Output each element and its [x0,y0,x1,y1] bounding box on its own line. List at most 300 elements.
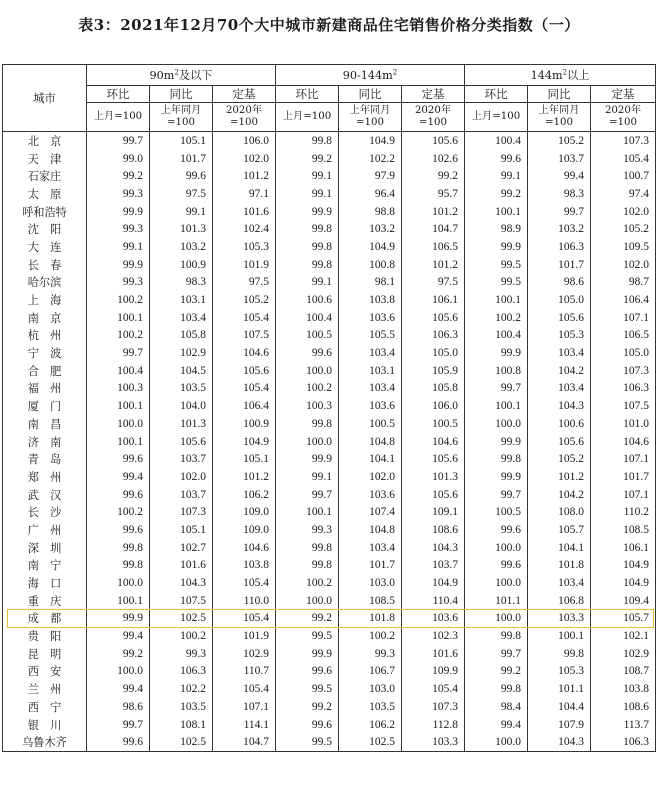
table-row [3,574,656,592]
value-cell: 102.0 [150,468,213,486]
table-row [3,433,656,451]
value-cell: 108.6 [591,698,656,716]
value-cell: 105.6 [402,309,465,327]
value-cell: 107.5 [591,397,656,415]
table-row [3,486,656,504]
value-cell: 102.3 [402,627,465,645]
value-cell: 103.1 [150,291,213,309]
value-cell: 102.0 [591,203,656,221]
value-cell: 100.2 [87,503,150,521]
value-cell: 99.5 [465,274,528,292]
value-cell: 104.1 [528,539,591,557]
value-cell: 100.0 [465,610,528,628]
city-cell: 深 圳 [3,539,87,557]
value-cell: 100.1 [87,592,150,610]
value-cell: 104.9 [339,238,402,256]
city-cell: 南 宁 [3,557,87,575]
value-cell: 100.0 [465,574,528,592]
value-cell: 99.5 [276,733,339,751]
value-cell: 105.2 [591,220,656,238]
value-cell: 99.2 [465,185,528,203]
value-cell: 103.4 [528,380,591,398]
city-cell: 郑 州 [3,468,87,486]
table-row [3,503,656,521]
value-cell: 99.1 [150,203,213,221]
value-cell: 103.2 [528,220,591,238]
value-cell: 103.6 [339,397,402,415]
value-cell: 107.1 [591,309,656,327]
value-cell: 99.4 [87,680,150,698]
value-cell: 102.6 [402,150,465,168]
value-cell: 103.5 [150,698,213,716]
value-cell: 104.9 [402,574,465,592]
city-cell: 沈 阳 [3,220,87,238]
value-cell: 104.9 [591,557,656,575]
city-cell: 上 海 [3,291,87,309]
sub-header-cell: 环比 [276,86,339,103]
value-cell: 101.6 [402,645,465,663]
base-header-cell: 上月=100 [87,103,150,132]
value-cell: 97.4 [591,185,656,203]
value-cell: 103.8 [213,557,276,575]
table-row [3,627,656,645]
table-row [3,680,656,698]
city-cell: 昆 明 [3,645,87,663]
value-cell: 99.7 [276,486,339,504]
sub-header-cell: 环比 [87,86,150,103]
value-cell: 101.2 [402,203,465,221]
value-cell: 106.3 [591,733,656,751]
value-cell: 103.4 [150,309,213,327]
value-cell: 103.7 [402,557,465,575]
value-cell: 99.9 [465,468,528,486]
value-cell: 101.2 [402,256,465,274]
value-cell: 105.4 [402,680,465,698]
value-cell: 105.4 [591,150,656,168]
value-cell: 99.4 [87,468,150,486]
value-cell: 100.4 [465,132,528,150]
value-cell: 99.2 [276,698,339,716]
value-cell: 98.3 [150,274,213,292]
value-cell: 106.3 [528,238,591,256]
value-cell: 99.8 [276,539,339,557]
value-cell: 101.7 [591,468,656,486]
value-cell: 102.5 [150,733,213,751]
value-cell: 108.7 [591,663,656,681]
value-cell: 106.0 [402,397,465,415]
sub-header-cell: 同比 [339,86,402,103]
value-cell: 103.8 [591,680,656,698]
value-cell: 100.4 [465,327,528,345]
value-cell: 105.7 [528,521,591,539]
value-cell: 100.8 [339,256,402,274]
value-cell: 105.0 [528,291,591,309]
table-row [3,291,656,309]
value-cell: 106.3 [591,380,656,398]
value-cell: 99.9 [87,203,150,221]
value-cell: 106.8 [528,592,591,610]
base-header-row [3,103,656,132]
table-row [3,663,656,681]
value-cell: 99.9 [465,433,528,451]
value-cell: 112.8 [402,716,465,734]
value-cell: 101.3 [150,415,213,433]
value-cell: 102.4 [213,220,276,238]
value-cell: 101.6 [150,557,213,575]
value-cell: 99.6 [276,663,339,681]
value-cell: 101.8 [528,557,591,575]
value-cell: 100.3 [276,397,339,415]
value-cell: 100.1 [465,397,528,415]
value-cell: 106.3 [150,663,213,681]
value-cell: 99.5 [276,627,339,645]
table-row [3,610,656,628]
value-cell: 104.6 [213,539,276,557]
value-cell: 103.2 [339,220,402,238]
value-cell: 103.3 [402,733,465,751]
value-cell: 103.6 [339,486,402,504]
value-cell: 104.3 [402,539,465,557]
value-cell: 100.1 [87,397,150,415]
value-cell: 99.6 [87,486,150,504]
value-cell: 103.5 [339,698,402,716]
value-cell: 105.2 [213,291,276,309]
city-cell: 济 南 [3,433,87,451]
table-row [3,698,656,716]
value-cell: 99.8 [276,220,339,238]
value-cell: 104.2 [528,362,591,380]
value-cell: 101.2 [213,468,276,486]
city-cell: 西 安 [3,663,87,681]
value-cell: 99.3 [87,220,150,238]
value-cell: 103.4 [339,344,402,362]
value-cell: 105.3 [213,238,276,256]
value-cell: 99.1 [276,167,339,185]
value-cell: 99.2 [465,663,528,681]
value-cell: 100.1 [465,203,528,221]
value-cell: 99.8 [276,256,339,274]
value-cell: 100.5 [465,503,528,521]
value-cell: 105.6 [213,362,276,380]
value-cell: 99.6 [87,521,150,539]
value-cell: 98.3 [528,185,591,203]
value-cell: 99.8 [87,557,150,575]
value-cell: 100.6 [528,415,591,433]
value-cell: 101.7 [150,150,213,168]
sub-header-row [3,86,656,103]
table-row [3,592,656,610]
value-cell: 99.5 [465,256,528,274]
city-cell: 武 汉 [3,486,87,504]
value-cell: 95.7 [402,185,465,203]
value-cell: 99.9 [276,450,339,468]
value-cell: 98.7 [591,274,656,292]
value-cell: 102.0 [591,256,656,274]
value-cell: 107.5 [150,592,213,610]
value-cell: 99.3 [87,274,150,292]
value-cell: 110.2 [591,503,656,521]
value-cell: 105.8 [402,380,465,398]
city-cell: 厦 门 [3,397,87,415]
value-cell: 109.1 [402,503,465,521]
city-column-header: 城市 [3,65,87,132]
value-cell: 103.5 [150,380,213,398]
value-cell: 104.6 [213,344,276,362]
table-row [3,327,656,345]
table-row [3,256,656,274]
table-row [3,274,656,292]
value-cell: 99.2 [87,167,150,185]
value-cell: 99.7 [465,645,528,663]
value-cell: 98.6 [528,274,591,292]
sub-header-cell: 定基 [213,86,276,103]
value-cell: 101.2 [213,167,276,185]
value-cell: 99.9 [87,256,150,274]
value-cell: 105.6 [528,433,591,451]
sub-header-cell: 定基 [591,86,656,103]
base-header-cell: 2020年=100 [213,103,276,132]
table-row [3,380,656,398]
table-header [3,65,656,132]
value-cell: 99.6 [465,150,528,168]
value-cell: 100.0 [87,415,150,433]
price-index-table [2,64,656,752]
value-cell: 100.0 [465,733,528,751]
value-cell: 99.9 [465,344,528,362]
value-cell: 99.2 [402,167,465,185]
city-cell: 大 连 [3,238,87,256]
value-cell: 99.1 [276,185,339,203]
value-cell: 107.1 [591,486,656,504]
value-cell: 105.6 [150,433,213,451]
value-cell: 113.7 [591,716,656,734]
table-body [3,132,656,752]
sub-header-cell: 定基 [402,86,465,103]
value-cell: 100.2 [87,291,150,309]
value-cell: 100.0 [465,539,528,557]
value-cell: 103.4 [339,539,402,557]
table-row [3,539,656,557]
value-cell: 99.8 [276,132,339,150]
value-cell: 97.1 [213,185,276,203]
value-cell: 102.9 [150,344,213,362]
table-row [3,415,656,433]
value-cell: 100.9 [213,415,276,433]
value-cell: 99.7 [465,486,528,504]
value-cell: 99.7 [87,132,150,150]
value-cell: 99.7 [87,716,150,734]
value-cell: 99.8 [465,627,528,645]
value-cell: 105.1 [150,521,213,539]
value-cell: 105.4 [213,309,276,327]
city-cell: 广 州 [3,521,87,539]
value-cell: 99.4 [465,716,528,734]
value-cell: 104.1 [339,450,402,468]
value-cell: 98.6 [87,698,150,716]
value-cell: 103.4 [528,344,591,362]
value-cell: 100.1 [87,433,150,451]
table-row [3,521,656,539]
value-cell: 104.7 [402,220,465,238]
value-cell: 100.1 [528,627,591,645]
value-cell: 101.0 [591,415,656,433]
value-cell: 100.5 [402,415,465,433]
value-cell: 105.1 [213,450,276,468]
value-cell: 102.5 [339,733,402,751]
value-cell: 107.1 [213,698,276,716]
value-cell: 104.9 [213,433,276,451]
value-cell: 102.9 [213,645,276,663]
base-header-cell: 上年同月=100 [528,103,591,132]
value-cell: 100.2 [339,627,402,645]
value-cell: 105.9 [402,362,465,380]
value-cell: 109.4 [591,592,656,610]
value-cell: 109.0 [213,521,276,539]
value-cell: 104.6 [402,433,465,451]
value-cell: 104.9 [591,574,656,592]
value-cell: 100.0 [87,663,150,681]
city-cell: 贵 阳 [3,627,87,645]
value-cell: 104.7 [213,733,276,751]
city-cell: 银 川 [3,716,87,734]
value-cell: 99.6 [465,521,528,539]
value-cell: 99.0 [87,150,150,168]
value-cell: 99.3 [150,645,213,663]
value-cell: 103.0 [339,574,402,592]
value-cell: 101.9 [213,627,276,645]
value-cell: 104.0 [150,397,213,415]
value-cell: 99.9 [87,610,150,628]
value-cell: 99.6 [150,167,213,185]
value-cell: 100.2 [276,574,339,592]
table-row [3,220,656,238]
value-cell: 99.8 [465,450,528,468]
table-row [3,309,656,327]
value-cell: 102.2 [339,150,402,168]
value-cell: 105.7 [591,610,656,628]
value-cell: 100.4 [87,362,150,380]
value-cell: 102.9 [591,645,656,663]
city-cell: 天 津 [3,150,87,168]
city-cell: 太 原 [3,185,87,203]
sub-header-cell: 同比 [528,86,591,103]
table-row [3,167,656,185]
table-row [3,733,656,751]
value-cell: 101.1 [465,592,528,610]
value-cell: 104.2 [528,486,591,504]
value-cell: 99.6 [276,344,339,362]
value-cell: 97.9 [339,167,402,185]
value-cell: 99.4 [528,167,591,185]
value-cell: 107.5 [213,327,276,345]
price-index-table-wrapper [2,64,655,752]
value-cell: 102.2 [150,680,213,698]
value-cell: 106.1 [402,291,465,309]
table-row [3,450,656,468]
value-cell: 101.3 [150,220,213,238]
value-cell: 101.1 [528,680,591,698]
value-cell: 101.3 [402,468,465,486]
value-cell: 99.7 [528,203,591,221]
city-cell: 呼和浩特 [3,203,87,221]
value-cell: 104.3 [528,397,591,415]
value-cell: 108.0 [528,503,591,521]
value-cell: 105.4 [213,574,276,592]
table-row [3,557,656,575]
group-header-large: $144m^2$以上 [465,65,656,86]
value-cell: 103.0 [339,680,402,698]
value-cell: 102.7 [150,539,213,557]
value-cell: 99.1 [276,468,339,486]
value-cell: 101.9 [213,256,276,274]
value-cell: 100.3 [87,380,150,398]
value-cell: 100.2 [87,327,150,345]
value-cell: 102.0 [339,468,402,486]
value-cell: 103.4 [528,574,591,592]
value-cell: 101.2 [528,468,591,486]
value-cell: 105.8 [150,327,213,345]
table-row [3,185,656,203]
group-header-medium: $90-144m^2$ [276,65,465,86]
value-cell: 105.4 [213,680,276,698]
value-cell: 100.4 [276,309,339,327]
value-cell: 107.1 [591,450,656,468]
value-cell: 105.6 [402,486,465,504]
city-cell: 重 庆 [3,592,87,610]
value-cell: 98.8 [339,203,402,221]
value-cell: 99.6 [465,557,528,575]
city-cell: 成 都 [3,610,87,628]
value-cell: 100.0 [465,415,528,433]
value-cell: 98.1 [339,274,402,292]
value-cell: 98.9 [465,220,528,238]
value-cell: 106.5 [591,327,656,345]
value-cell: 105.5 [339,327,402,345]
value-cell: 100.0 [276,362,339,380]
city-cell: 青 岛 [3,450,87,468]
table-row [3,344,656,362]
table-row [3,132,656,150]
value-cell: 99.1 [87,238,150,256]
value-cell: 99.9 [276,645,339,663]
city-cell: 杭 州 [3,327,87,345]
city-cell: 合 肥 [3,362,87,380]
value-cell: 106.5 [402,238,465,256]
value-cell: 107.3 [402,698,465,716]
table-row [3,203,656,221]
table-row [3,397,656,415]
value-cell: 103.4 [339,380,402,398]
value-cell: 99.4 [87,627,150,645]
city-cell: 南 昌 [3,415,87,433]
value-cell: 104.9 [339,132,402,150]
value-cell: 108.6 [402,521,465,539]
value-cell: 105.6 [528,309,591,327]
value-cell: 99.6 [276,716,339,734]
city-cell: 长 春 [3,256,87,274]
value-cell: 105.3 [528,663,591,681]
value-cell: 99.6 [87,450,150,468]
value-cell: 104.4 [528,698,591,716]
value-cell: 105.6 [402,450,465,468]
value-cell: 100.0 [276,592,339,610]
value-cell: 100.0 [276,433,339,451]
value-cell: 100.1 [87,309,150,327]
value-cell: 103.7 [150,486,213,504]
value-cell: 103.7 [150,450,213,468]
value-cell: 100.7 [591,167,656,185]
value-cell: 99.9 [465,238,528,256]
